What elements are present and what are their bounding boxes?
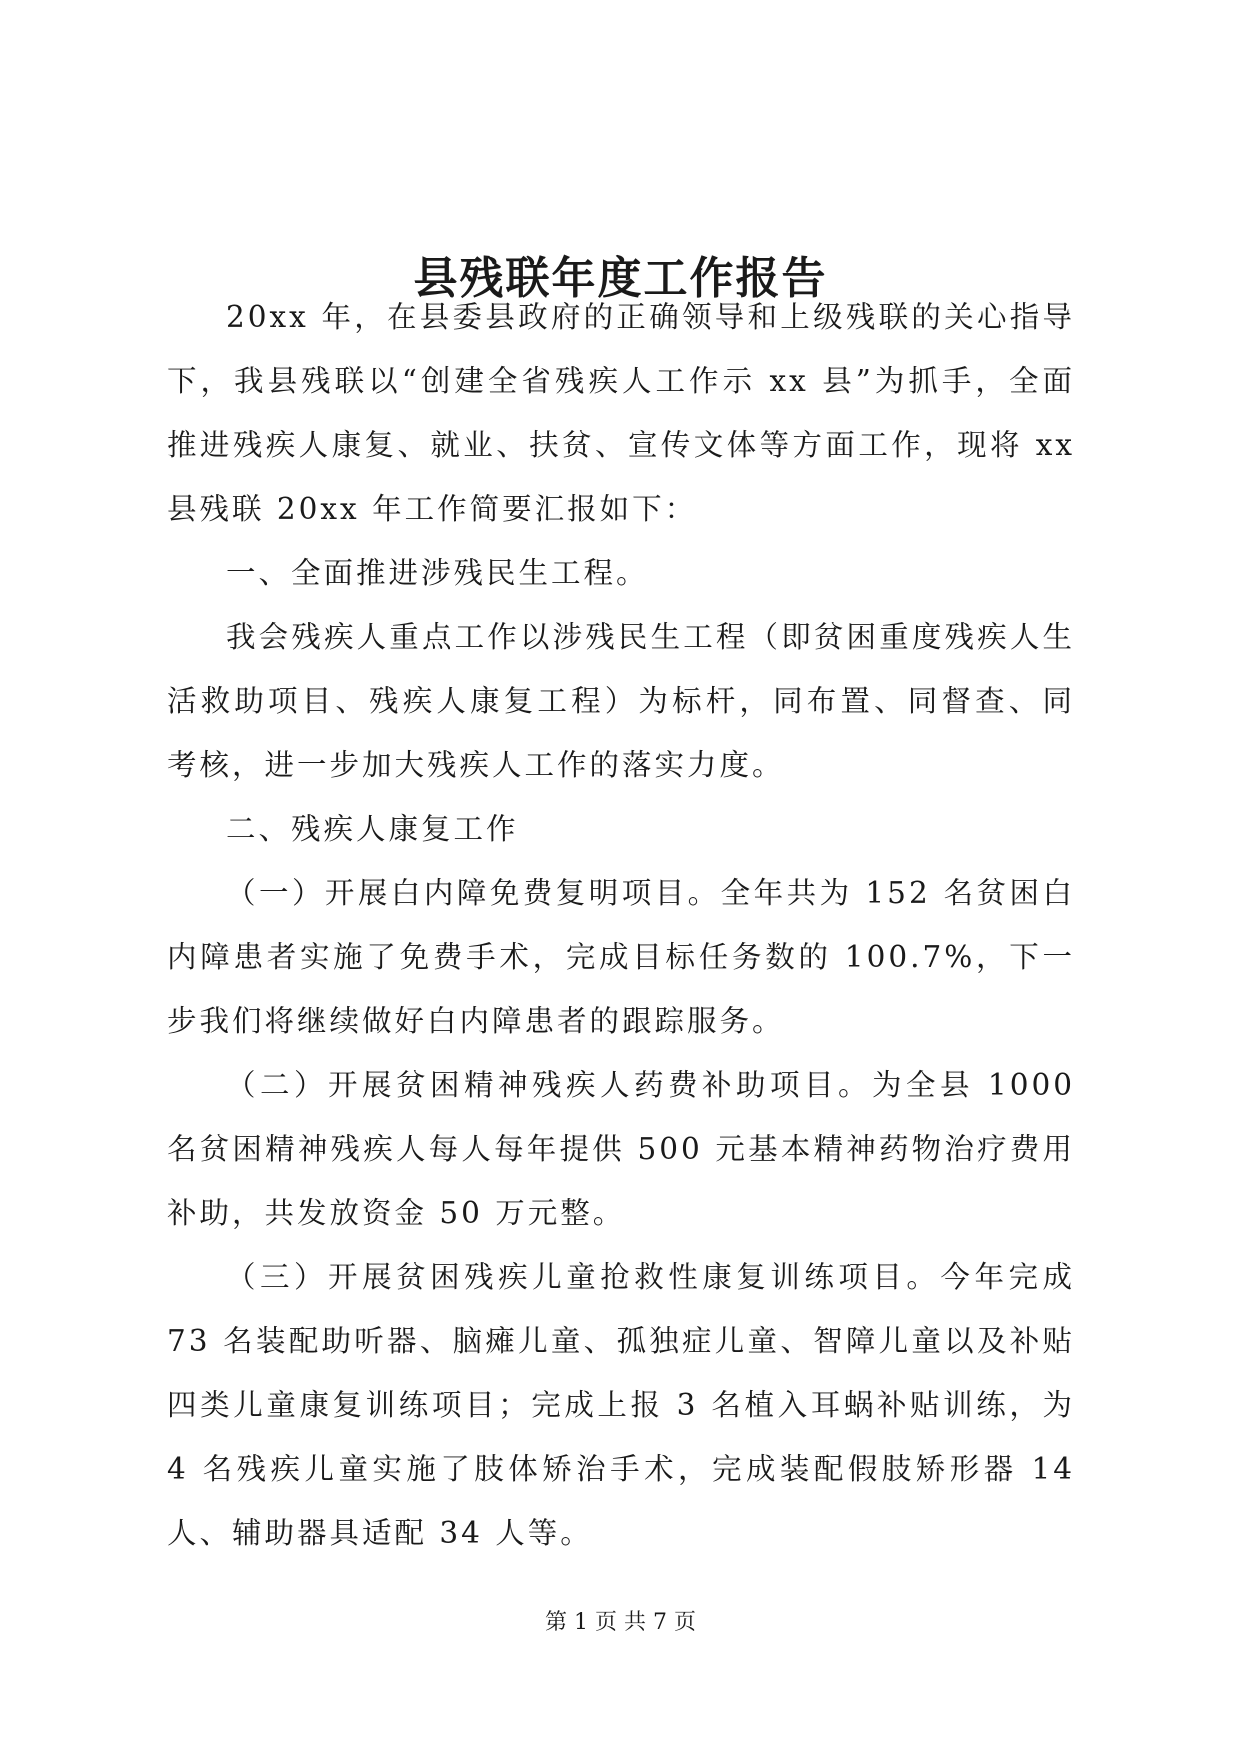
paragraph-item-2: （二）开展贫困精神残疾人药费补助项目。为全县 1000 名贫困精神残疾人每人每年提供 500 元基本精神药物治疗费用补助，共发放资金 50 万元整。: [167, 1068, 1075, 1230]
paragraph-item-3: （三）开展贫困残疾儿童抢救性康复训练项目。今年完成 73 名装配助听器、脑瘫儿童、孤独症儿童、智障儿童以及补贴四类儿童康复训练项目；完成上报 3 名植入耳蜗补贴训练，为 4 名残疾儿童实施了肢体矫治手术，完成装配假肢矫形器 14 人、辅助器具适配 34 人等。: [167, 1260, 1075, 1550]
section-heading-2: 二、残疾人康复工作: [226, 812, 519, 846]
section-heading-1: 一、全面推进涉残民生工程。: [226, 556, 649, 590]
paragraph-section-1: 我会残疾人重点工作以涉残民生工程（即贫困重度残疾人生活救助项目、残疾人康复工程）为标杆，同布置、同督查、同考核，进一步加大残疾人工作的落实力度。: [167, 620, 1075, 782]
page-number-footer: 第 1 页 共 7 页: [545, 1610, 696, 1635]
document-title: 县残联年度工作报告: [413, 253, 828, 305]
document-body: [167, 285, 1075, 1565]
paragraph-intro: 20xx 年，在县委县政府的正确领导和上级残联的关心指导下，我县残联以“创建全省残疾人工作示 xx 县”为抓手，全面推进残疾人康复、就业、扶贫、宣传文体等方面工作，现将 xx 县残联 20xx 年工作简要汇报如下：: [167, 300, 1075, 526]
paragraph-item-1: （一）开展白内障免费复明项目。全年共为 152 名贫困白内障患者实施了免费手术，完成目标任务数的 100.7%，下一步我们将继续做好白内障患者的跟踪服务。: [167, 876, 1075, 1038]
